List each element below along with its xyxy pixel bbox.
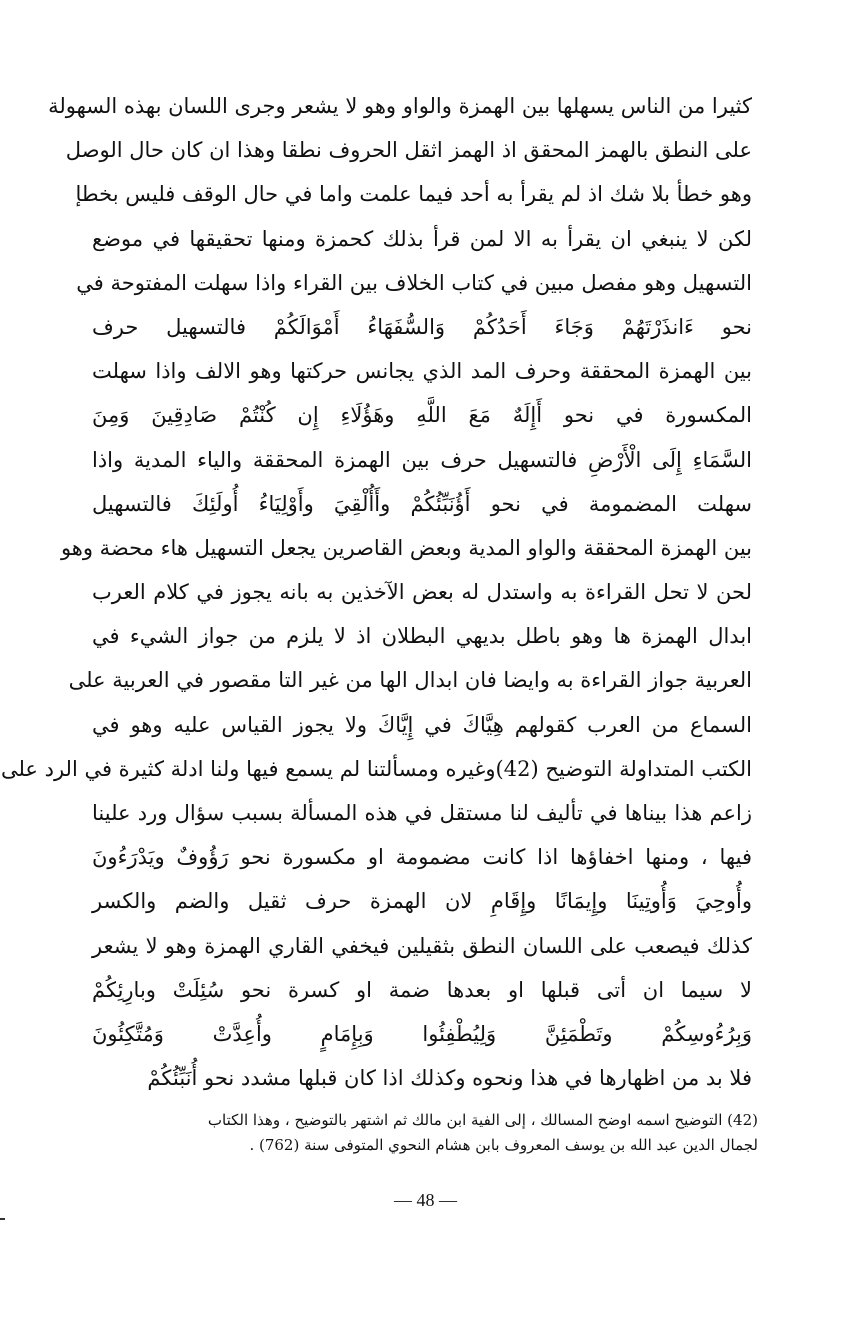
text-line: ابدال الهمزة ها وهو باطل بديهي البطلان اذ لا يلزم من جواز الشيء في [92,624,752,649]
text-line: بين الهمزة المحققة وحرف المد الذي يجانس حركتها وهو الالف واذا سهلت [92,359,752,384]
text-line: لا سيما ان أتى قبلها او بعدها ضمة او كسرة نحو سُئِلَتْ وبارِئِكُمْ [92,977,752,1002]
footnote-line: لجمال الدين عبد الله بن يوسف المعروف بابن هشام النحوي المتوفى سنة (762) . [249,1136,758,1154]
scan-mark [0,1218,5,1220]
page-number: — 48 — [394,1190,457,1210]
text-line: لحن لا تحل القراءة به واستدل له بعض الآخذين به بانه يجوز في كلام العرب [92,580,752,605]
text-line: زاعم هذا بيناها في تأليف لنا مستقل في هذه المسألة بسبب سؤال ورد علينا [92,801,752,825]
footnote-block [78,1108,758,1158]
text-line: المكسورة في نحو أَإِلَهٌ مَعَ اللَّهِ وهَؤُلَاءِ إِن كُنْتُمْ صَادِقِينَ وَمِنَ [92,403,752,428]
footnote-line: (42) التوضيح اسمه اوضح المسالك ، إلى الفية ابن مالك ثم اشتهر بالتوضيح ، وهذا الكتاب [207,1111,758,1129]
text-line: لكن لا ينبغي ان يقرأ به الا لمن قرأ بذلك كحمزة ومنها تحقيقها في موضع [92,226,752,251]
text-line: الكتب المتداولة التوضيح (42)وغيره ومسألتنا لم يسمع فيها ولنا ادلة كثيرة في الرد على [0,756,752,781]
text-line: وَبِرُءُوسِكُمْ وتَطْمَئِنَّ وَلِيُطْفِئُوا وَبِإِمَامٍ وأُعِدَّتْ وَمُتَّكِئُونَ [92,1021,752,1046]
text-line: كذلك فيصعب على اللسان النطق بثقيلين فيخفي القاري الهمزة وهو لا يشعر [92,933,752,958]
text-line: التسهيل وهو مفصل مبين في كتاب الخلاف بين القراء واذا سهلت المفتوحة في [76,270,752,295]
text-line: وهو خطأ بلا شك اذ لم يقرأ به أحد فيما علمت واما في حال الوقف فليس بخطإ [75,182,752,207]
text-line: بين الهمزة المحققة والواو المدية وبعض القاصرين يجعل التسهيل هاء محضة وهو [60,535,752,560]
text-line: كثيرا من الناس يسهلها بين الهمزة والواو وهو لا يشعر وجرى اللسان بهذه السهولة [48,94,752,118]
text-line: وأُوحِيَ وَأُوتِينَا وإِيمَانًا وإِقَامِ لان الهمزة حرف ثقيل والضم والكسر [92,889,752,914]
text-line: فلا بد من اظهارها في هذا ونحوه وكذلك اذا كان قبلها مشدد نحو أُنَبِّئُكُمْ [147,1066,752,1091]
text-line: سهلت المضمومة في نحو أَؤُنَبِّئُكُمْ وأَأُلْقِيَ وأَوْلِيَاءُ أُولَئِكَ فالتسهيل [92,491,752,516]
text-line: على النطق بالهمز المحقق اذ الهمز اثقل الحروف نطقا وهذا ان كان حال الوصل [65,138,752,163]
main-text-block [0,84,752,1100]
text-line: فيها ، ومنها اخفاؤها اذا كانت مضمومة او مكسورة نحو رَؤُوفٌ ويَدْرَءُونَ [92,845,752,870]
text-line: نحو ءَانذَرْتَهُمْ وَجَاءَ أَحَدُكُمْ وَالسُّفَهَاءُ أَمْوَالَكُمْ فالتسهيل حرف [92,314,752,339]
text-line: السماع من العرب كقولهم هِيَّاكَ في إِيَّاكَ ولا يجوز القياس عليه وهو في [92,712,752,737]
text-line: السَّمَاءِ إِلَى الْأَرْضِ فالتسهيل حرف بين الهمزة المحققة والياء المدية واذا [92,447,752,472]
text-line: العربية جواز القراءة به وايضا فان ابدال الها من غير التا مقصور في العربية على [68,668,752,693]
